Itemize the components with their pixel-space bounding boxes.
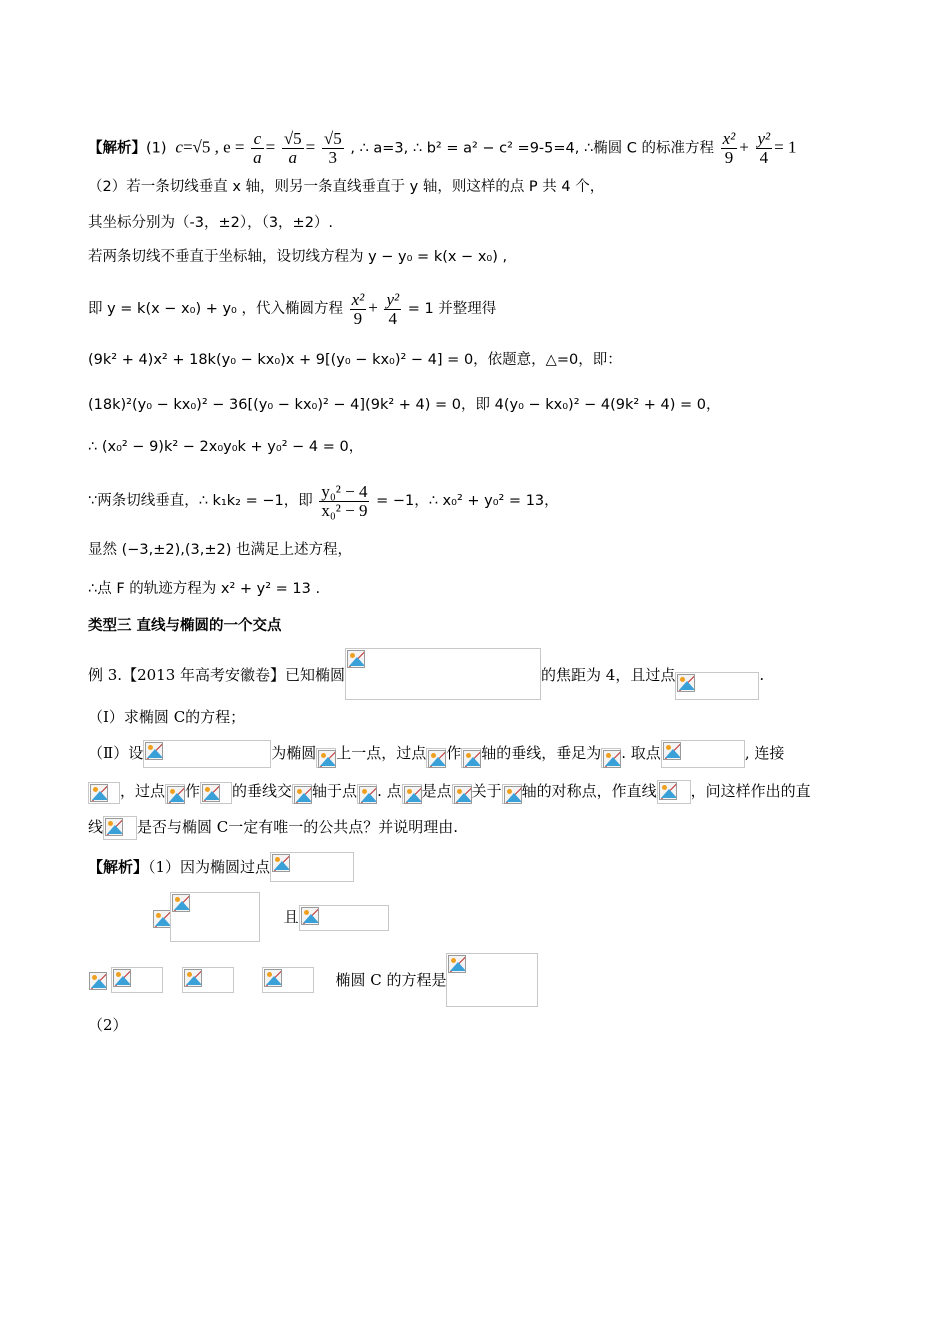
sol1-text: （1）因为椭圆过点 (148, 858, 271, 876)
img-eq-a (170, 892, 260, 942)
fraction-y2-4-b: $\frac{\text{y²}}{4}$ (386, 289, 400, 328)
broken-image-icon (663, 742, 681, 760)
q2-b: 为椭圆 (271, 744, 317, 762)
broken-image-icon (153, 910, 171, 928)
broken-image-icon (318, 750, 336, 768)
q3-i: ，问这样作出的直 (690, 782, 811, 800)
line1-text: , ∴ a=3, ∴ b² = a² − c² =9-5=4, ∴椭圆 C 的标准方程 (350, 140, 715, 157)
broken-image-icon (347, 650, 365, 668)
fraction-y2-4: $\frac{\text{y²}}{4}$ (757, 129, 771, 167)
fraction-r5-a: $\frac{√5}{a}$ (283, 129, 302, 167)
broken-image-icon (172, 894, 190, 912)
q3-h: 轴的对称点，作直线 (521, 782, 657, 800)
img-a (661, 740, 745, 768)
img-p (143, 740, 271, 768)
img-x2 (292, 784, 312, 804)
analysis-line-9 (88, 480, 559, 522)
broken-image-icon (89, 972, 107, 990)
q2-c: 上一点，过点 (336, 744, 427, 762)
type3-heading: 类型三 直线与椭圆的一个交点 (88, 618, 282, 634)
sol3-text: 椭圆 C 的方程是 (335, 971, 447, 989)
ex3-text-a: 例 3.【2013 年高考安徽卷】已知椭圆 (88, 666, 346, 684)
line9-text-a: ∵两条切线垂直，∴ k₁k₂ = −1，即 (88, 493, 313, 509)
ex3-text-b: 的焦距为 4，且过点 (541, 666, 676, 684)
solution-line-1 (88, 852, 354, 882)
broken-image-icon (202, 784, 220, 802)
img-e (402, 784, 422, 804)
q4-a: 线 (88, 818, 104, 836)
img-q (601, 748, 621, 768)
img-eq-e (262, 967, 314, 993)
analysis-line-4: 若两条切线不垂直于坐标轴，设切线方程为 y − y₀ = k(x − x₀) , (88, 249, 508, 265)
img-point-sol (270, 852, 354, 882)
img-eq-c (111, 967, 163, 993)
q2-g: , 连接 (744, 744, 785, 762)
fraction-y0-x0: $\frac{\text{y₀² − 4}}{\text{x₀² − 9}}$ (321, 481, 368, 520)
img-pe2 (103, 816, 137, 840)
img-c (316, 748, 336, 768)
q3-g: 关于 (471, 782, 502, 800)
point-image (675, 672, 759, 700)
question-2-line-2 (88, 778, 811, 804)
img-x (461, 748, 481, 768)
broken-image-icon (463, 750, 481, 768)
analysis-line-5: 即 y = k(x − x₀) + y₀ ，代入椭圆方程 $\frac{\text{x²}}{9}$ + $\frac{\text{y²}}{4}$ = 1 并整理得 (88, 289, 497, 328)
analysis-label: 【解析】 (88, 140, 146, 157)
img-aq2 (200, 782, 232, 804)
img-d (357, 784, 377, 804)
math-c: c=√5 , e = (175, 137, 245, 157)
analysis-line-2: （2）若一条切线垂直 x 轴，则另一条直线垂直于 y 轴，则这样的点 P 共 4 个， (88, 179, 605, 195)
broken-image-icon (184, 969, 202, 987)
q3-c: 的垂线交 (232, 782, 293, 800)
q4-b: 是否与椭圆 C一定有唯一的公共点？并说明理由. (137, 818, 459, 836)
q2-f: . 取点 (621, 744, 661, 762)
q2-a: （Ⅱ）设 (88, 744, 144, 762)
solution-part-2: （2） (88, 1016, 128, 1034)
analysis-line-3: 其坐标分别为（-3，±2），（3，±2）. (88, 215, 334, 231)
ex3-period: . (759, 666, 765, 684)
sol2-text: 且 (283, 908, 299, 926)
line5-text-b: = 1 并整理得 (407, 301, 497, 317)
fraction-r5-3: $\frac{√5}{3}$ (323, 129, 342, 167)
broken-image-icon (167, 786, 185, 804)
broken-image-icon (659, 782, 677, 800)
broken-image-icon (264, 969, 282, 987)
broken-image-icon (113, 969, 131, 987)
line5-text-a: 即 y = k(x − x₀) + y₀ ，代入椭圆方程 (88, 301, 343, 317)
analysis-line-7: (18k)²(y₀ − kx₀)² − 36[(y₀ − kx₀)² − 4](9k² + 4) = 0，即 4(y₀ − kx₀)² − 4(9k² + 4) = 0， (88, 397, 721, 413)
example3-line (88, 648, 764, 700)
img-pe (657, 780, 691, 804)
question-1: （Ⅰ）求椭圆 C的方程； (88, 708, 246, 726)
solution-label: 【解析】 (88, 858, 149, 876)
broken-image-icon (145, 742, 163, 760)
broken-image-icon (359, 786, 377, 804)
img-q2 (165, 784, 185, 804)
broken-image-icon (504, 786, 522, 804)
broken-image-icon (428, 750, 446, 768)
part-number: (1) (146, 140, 167, 157)
q3-d: 轴于点 (312, 782, 358, 800)
analysis-line-1: 【解析】(1) c=√5 , e = $\frac{c}{a}$ = $\frac{√5}{a}$ = $\frac{√5}{3}$ , ∴ a=3, ∴ b² = a² − c² =9-5=4, ∴椭圆 C 的标准方程 $\frac{\text{x²}}{9}$ + $\frac{\text{y²}}{4}$ = 1 (88, 129, 797, 167)
img-small-b (88, 971, 106, 989)
fraction-x2-9-b: $\frac{\text{x²}}{9}$ (351, 289, 365, 328)
broken-image-icon (301, 907, 319, 925)
img-d2 (452, 784, 472, 804)
broken-image-icon (404, 786, 422, 804)
solution-line-3 (88, 952, 538, 1007)
img-small-a (152, 909, 170, 927)
broken-image-icon (90, 784, 108, 802)
analysis-line-11: ∴点 F 的轨迹方程为 x² + y² = 13 . (88, 581, 321, 597)
analysis-line-10: 显然 (−3,±2),(3,±2) 也满足上述方程， (88, 542, 353, 558)
q2-e: 轴的垂线，垂足为 (481, 744, 602, 762)
img-ellipse-result (446, 953, 538, 1007)
broken-image-icon (603, 750, 621, 768)
broken-image-icon (105, 818, 123, 836)
broken-image-icon (272, 854, 290, 872)
broken-image-icon (294, 786, 312, 804)
ellipse-equation-image (345, 648, 541, 700)
q3-a: ，过点 (120, 782, 166, 800)
q3-b: 作 (185, 782, 201, 800)
fraction-c-a: $\frac{c}{a}$ (253, 129, 262, 167)
analysis-line-8: ∴ (x₀² − 9)k² − 2x₀y₀k + y₀² − 4 = 0， (88, 439, 364, 455)
broken-image-icon (454, 786, 472, 804)
question-2-line-3 (88, 814, 458, 840)
fraction-x2-9: $\frac{\text{x²}}{9}$ (722, 129, 736, 167)
analysis-line-6: (9k² + 4)x² + 18k(y₀ − kx₀)x + 9[(y₀ − kx₀)² − 4] = 0，依题意，△=0，即： (88, 352, 622, 368)
broken-image-icon (448, 955, 466, 973)
broken-image-icon (677, 674, 695, 692)
img-p2 (426, 748, 446, 768)
q3-f: 是点 (421, 782, 452, 800)
line9-text-b: = −1，∴ x₀² + y₀² = 13， (376, 493, 559, 509)
solution-line-2 (152, 892, 389, 942)
img-eq-d (182, 967, 234, 993)
img-aq (88, 782, 120, 804)
question-2-line (88, 738, 784, 768)
q2-d: 作 (446, 744, 462, 762)
q3-e: . 点 (377, 782, 402, 800)
img-eq-b (299, 905, 389, 931)
img-y (502, 784, 522, 804)
